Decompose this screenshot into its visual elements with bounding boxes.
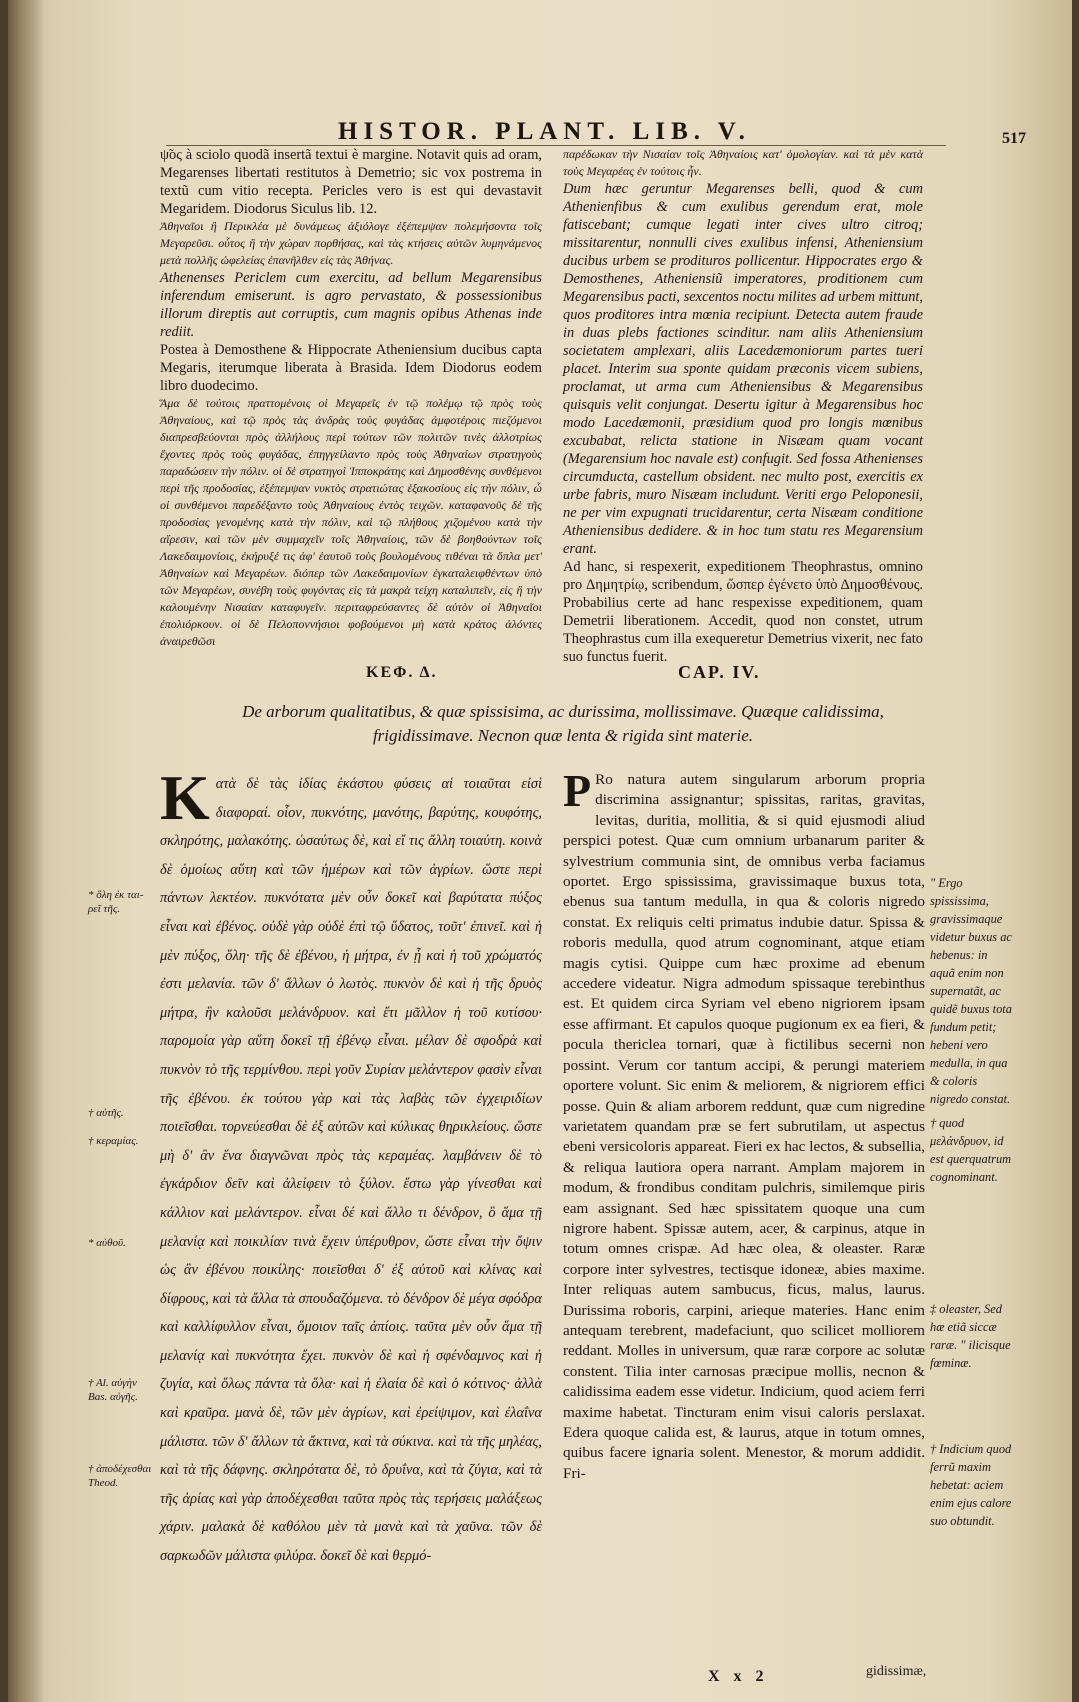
latin-translation: Athenenses Periclem cum exercitu, ad bellum Megarensibus inferendum emiserunt. is agro pervastato, & possessionibus illorum direptis aut corruptis, cum magnis opibus Athenas inde rediit.: [160, 270, 542, 340]
greek-main-text: ατὰ δὲ τὰς ἰδίας ἑκάστου φύσεις αἱ τοιαῦται εἰσὶ διαφοραί. οἷον, πυκνότης, μανότης, βαρύτης, κουφότης, σκληρότης, μαλακότης. ὡσαύτως δὲ, καὶ εἴ τις ἄλλη τοιαύτη. κοινὰ δὲ ὁμοίως αὕτη καὶ τῶν ἡμέρων καὶ τῶν ἀγρίων. ὥστε περὶ πάντων λεκτέον. πυκνότατα μὲν οὖν δοκεῖ καὶ βαρύτατα πύξος εἶναι καὶ ἐβένος. οὐδὲ γὰρ οὐδὲ ἐπὶ τῷ ὕδατος, τοῦτ' ἐπινεῖ. καὶ ἡ μὲν πύξος, ὅλη· τῆς δὲ ἐβένου, ἡ μήτρα, ἐν ᾗ καὶ ἡ τοῦ χρώματός ἐστι μελανία. τῶν δ' ἄλλων ὁ λωτὸς. πυκνὸν δὲ καὶ ἡ τῆς δρυὸς μήτρα, ἣν καλοῦσι μελάνδρυον. καὶ ἔτι μᾶλλον ἡ τοῦ κυτίσου· παρομοία γὰρ αὕτη δοκεῖ τῇ ἐβένῳ εἶναι. μέλαν δὲ σφοδρὰ καὶ πυκνὸν τὸ τῆς τερμίνθου. περὶ γοῦν Συρίαν μελάντερον φασὶν εἶναι τῆς ἐβένου. ἐκ τούτου γὰρ καὶ τὰς λαβὰς τῶν ἐγχειριδίων ποιεῖσθαι. τορνεύεσθαι δὲ ἐξ αὐτῶν καὶ κύλικας θηρικλείους. ὥστε μὴ δ' ἂν ἕνα διαγνῶναι πρὸς τὰς κεραμέας. λαμβάνειν δὲ τὸ ἐγκάρδιον δεῖν καὶ ἀλείφειν τὸ ξύλον. ἔστω γὰρ γίνεσθαι καὶ κάλλιον καὶ μελάντερον. εἶναι δέ καὶ ἄλλο τι δένδρον, ὃ ἅμα τῇ μελανίᾳ καὶ ποικιλίαν τινὰ ἔχειν ὑπέρυθρον, ὥστε εἶναι τὴν ὄψιν ὡς ἂν ἐβένου ποικίλης· ποιεῖσθαι δ' ἐξ αὐτοῦ καὶ κλίνας καὶ δίφρους, καὶ τὰ ἄλλα τὰ σπουδαζόμενα. τὸ δένδρον δὲ μέγα σφόδρα καὶ καλλίφυλλον εἶναι, ὅμοιον ταῖς ἀπίοις. ταῦτα μὲν οὖν ἅμα τῇ μελανίᾳ καὶ πυκνότητα ἔχει. πυκνὸν δὲ καὶ ἡ σφένδαμνος καὶ ἡ ζυγία, καὶ ὅλως πάντα τὰ ὅλα· καὶ ἡ ἐλαία δὲ καὶ ὁ κότινος· ἀλλὰ καὶ κραῦρα. μανὰ δὲ, τῶν μὲν ἀγρίων, καὶ ἐρείψιμον, καὶ ἐλαΐνα μάλιστα. τῶν δ' ἄλλων τὰ ἄκτινα, καὶ τὰ σύκινα. καὶ τὰ τῆς μηλέας, καὶ τὰ τῆς δάφνης. σκληρότατα δὲ, τὸ δρυΐνα, καὶ τὰ ζύγια, καὶ τὰ τῆς ἀρίας καὶ γὰρ ἀποδέχεσθαι ταῦτα πρὸς τὰς τερήσεις μαλάξεως χάριν. μαλακὰ δὲ καθόλου μὲν τὰ μανὰ καὶ τὰ χαῦνα. τῶν δὲ σαρκωδῶν μάλιστα φιλύρα. δοκεῖ δὲ καὶ θερμό-: [160, 776, 542, 1565]
top-right-column: [563, 146, 923, 666]
signature-mark: X x 2: [708, 1668, 769, 1685]
latin-main-text: Ro natura autem singularum arborum propria discrimina assignantur; spissitas, raritas, gravitas, levitas, duritia, mollitia, & si quid ejusmodi aliud perspici potest. Quæ cum omnium urbanarum pariter & sylvestrium communia sint, de omnibus verba faciamus oportet. Ergo spississima, gravissimaque buxus tota, ebenus sua tantum medulla, in qua & coloris nigredo constat. Ex reliquis celti primatus indubie datur. Spissa & roboris medulla, quod atrum cognominant, atque etiam magis cytisi. Quippe cum hæc proxime ad ebenum accedere videatur. Nigra admodum spissaque terebinthus est. Et quidem circa Syriam vel ebeno nigriorem ipsam esse affirmant. Et capulos quoque pugionum ex ea fieri, & pocula thericlea tornari, quæ à fictilibus secerni non possint. Verum cor tantum accipi, & perungi materiem oportere volunt. Sic enim & meliorem, & nigriorem effici posse. Quin & aliam arborem reddunt, quæ cum nigredine varietatem quandam præ se fert subrutilam, ut aspectus ebeni versicoloris appareat. Fieri ex hac lectos, & subsellia, & reliqua lautiora opera narrant. Amplam majorem in modum, & frondibus conditam pulchris, similemque piris eam assignant. Sed hæc spissitatem quoque una cum nigrore habent. Spissæ autem, acer, & carpinus, atque in totum omnes crispæ. Ad hæc olea, & oleaster. Raræ corpore inter sylvestres, tectisque idoneæ, abies maxime. Inter reliquas autem sambucus, ficus, malus, laurus. Durissima roboris, carpini, arieque materies. Hanc enim antequam terebrent, madefaciunt, quo scilicet molliorem reddant. Molles in universum, quæ raræ corpore ac solutæ constent. Tilia inter carnosas præcipue mollis, necnon & calidissima eadem esse videtur. Indicium, quod aciem ferri maxime habetat. Tincturam enim visui caloris perslaxat. Edera quoque calida est, & laurus, atque in totum omnes, quibus facere ignaria solent. Menestor, & morum addidit. Fri-: [563, 771, 925, 1482]
greek-quotation: παρέδωκαν τὴν Νισαίαν τοῖς Ἀθηναίοις κατ' ὁμολογίαν. καὶ τὰ μὲν κατὰ τοὺς Μεγαρέας ἐν τούτοις ἦν.: [563, 147, 923, 178]
margin-note: † ἀποδέχεσθαι Theod.: [88, 1463, 152, 1489]
margin-note: † κεραμίας.: [88, 1135, 139, 1147]
margin-note: ‡ oleaster, Sed hæ etiã siccæ raræ. " ilicisque fœminæ.: [930, 1302, 1011, 1370]
margin-note: * αὐθοῦ.: [88, 1237, 126, 1249]
chapter-title: De arborum qualitatibus, & quæ spissisima, ac durissima, mollissimave. Quæque calidissima, frigidissimave. Necnon quæ lenta & rigida sint materie.: [242, 702, 884, 745]
commentary-paragraph: ψ̃ος à sciolo quodã insertã textui è margine. Notavit quis ad oram, Megarenses libertati restitutos à Demetrio; sic vox postrema in textũ cum vitio recepta. Pericles vero is est qui devastavit Megaridem. Diodorus Siculus lib. 12.: [160, 147, 542, 217]
catchword: gidissimæ,: [866, 1664, 927, 1679]
greek-quotation: Ἀθηναῖοι ἢ Περικλέα μὲ δυνάμεως ἀξιόλογε ἐξέπεμψαν πολεμήσοντα τοῖς Μεγαρεῦσι. οὗτος ἢ τὴν χώραν πορθήσας, καὶ τὰς κτήσεις αὐτῶν λυμηνάμενος μετὰ πολλῆς ὠφελείας ἐπανῆλθεν εἰς τὰς Ἀθήνας.: [160, 219, 542, 267]
margin-note: † quod μελάνδρυον, id est querquatrum cognominant.: [930, 1116, 1012, 1184]
commentary-paragraph: Ad hanc, si respexerit, expeditionem Theophrastus, omnino pro Δημητρίῳ, scribendum, ὥσπερ ἐγένετο ὑπὸ Δημοσθένους. Probabilius certe ad hanc respexisse expeditionem, quam Demetrii liberationem. Accedit, quod non constet, utrum Theophrastus cum illa exequeretur Demetrius vixerit, nec fato suo functus fuerit.: [563, 559, 923, 665]
running-head: HISTOR. PLANT. LIB. V.: [338, 118, 751, 145]
top-left-column: [160, 146, 542, 650]
latin-text-column: [563, 765, 925, 1484]
greek-text-column: [160, 762, 542, 1571]
margin-note: † Al. αὐγὴν Bas. αὐγῆς.: [88, 1377, 138, 1403]
margin-note: " Ergo spississima, gravissimaque videtur buxus ac hebenus: in aquã enim non supernatãt, ac quidẽ buxus tota fundum petit; hebeni vero medulla, in qua & coloris nigredo constat.: [930, 876, 1012, 1106]
latin-translation: Dum hæc geruntur Megarenses belli, quod & cum Athenienfibus & cum exulibus gerendum erat, mole fatiscebant; cumque legati inter cives ultro citroq; missitarentur, nonnulli cives exulibus infensi, Atheniensium ducibus urbem se prodituros pollicentur. Hippocrates ergo & Demosthenes, Atheniensiũ imperatores, proditionem cum Megarensibus pacti, sexcentos noctu milites ad urbem mittunt, quos proditores intra mœnia recipiunt. Detecta autem fraude in duas plebs factiones scinditur. nam aliis Atheniensium societatem amplexari, aliis Lacedæmoniorum partes tueri placet. Interim sua sponte quidam præconis vicem subiens, proclamat, ut arma cum Atheniensibus & Megarensibus quisquis velit conjungat. Desertu igitur à Megarensibus hoc modo Lacedæmonii, præsidium quod pro longis mœnibus excubabat, relicta statione in Nisæam quam vocant (Megarensium hoc navale est) confugit. Sed fossa Athenienses circumducta, castellum obsident. nec multo post, exercitis ex urbe fabris, muro Nisæam includunt. Veriti ergo Peloponesii, ne per vim expugnati trucidarentur, certa Nisæam conditione Atheniensibus dedidere. & in hoc tum statu res Megarensium erant.: [563, 181, 923, 557]
greek-chapter-heading: ΚΕΦ. Δ.: [366, 664, 438, 681]
margin-note: † Indicium quod ferrũ maxim hebetat: aciem enim ejus calore suo obtundit.: [930, 1442, 1012, 1528]
margin-note: * ὅλη ἐκ ται-ρεῖ τῆς.: [88, 889, 144, 915]
greek-quotation: Ἅμα δὲ τούτοις πραττομένοις οἱ Μεγαρεῖς ἐν τῷ πολέμῳ τῷ πρὸς τοὺς Ἀθηναίους, καὶ τῷ πρὸς τὰς ἀνδρὰς τοὺς φυγάδας ἀμφοτέροις πιεζόμενοι διαπρεσβεύονται πρὸς ἀλλήλους περὶ τούτων τῶν πολιτῶν τινὲς ἀλλοτρίως ἔχοντες πρὸς τοὺς φυγάδας, ἐπηγγείλαντο πρὸς τοὺς Ἀθηναίων στρατηγοὺς παραδώσειν τὴν πόλιν. οἱ δὲ στρατηγοὶ Ἱπποκράτης καὶ Δημοσθένης συνθέμενοι περὶ τῆς προδοσίας, ἐξέπεμψαν νυκτὸς στρατιώτας ἑξακοσίους εἰς τὴν πόλιν, ὧ οἱ συνθέμενοι παρεδέξαντο τοὺς Ἀθηναίους ἐντὸς τειχῶν. καταφανοῦς δὲ τῆς προδοσίας γενομένης κατὰ τὴν πόλιν, καὶ τῷ πλήθους χιζομένου κατὰ τὴν αἵρεσιν, καὶ τῶν μὲν συμμαχεῖν τοῖς Ἀθηναίοις, τῶν δὲ βοηθούντων τοῖς Λακεδαιμονίοις, ἐκήρυξέ τις ἀφ' ἑαυτοῦ τοὺς βουλομένους τιθέναι τὰ ὅπλα μετ' Ἀθηναίων καὶ Μεγαρέων. διόπερ τῶν Λακεδαιμονίων ἐγκαταλειφθέντων ὑπὸ τῶν Μεγαρέων, συνέβη τοὺς φυγόντας εἰς τὰ μακρὰ τείχη καταλιπεῖν, εἰς ἣ τὴν καλουμένην Νισαίαν καταφυγεῖν. περιταφρεύσαντες δὲ αὐτὸν οἱ Ἀθηναῖοι ἐπολιόρκουν. οἱ δὲ Πελοποννήσιοι φοβούμενοι μὴ κατὰ κράτος ἁλόντες ἀναιρεθῶσι: [160, 396, 542, 648]
margin-note: † αὐτῆς.: [88, 1107, 124, 1119]
drop-cap: P: [563, 765, 592, 816]
drop-cap: K: [160, 762, 210, 833]
book-page: [8, 0, 1072, 1702]
latin-chapter-heading: CAP. IV.: [678, 662, 761, 682]
commentary-paragraph: Postea à Demosthene & Hippocrate Atheniensium ducibus capta Megaris, iterumque liberata à Brasida. Idem Diodorus eodem libro duodecimo.: [160, 342, 542, 394]
page-number: 517: [1002, 130, 1026, 147]
page-gutter-shadow: [8, 0, 44, 1702]
